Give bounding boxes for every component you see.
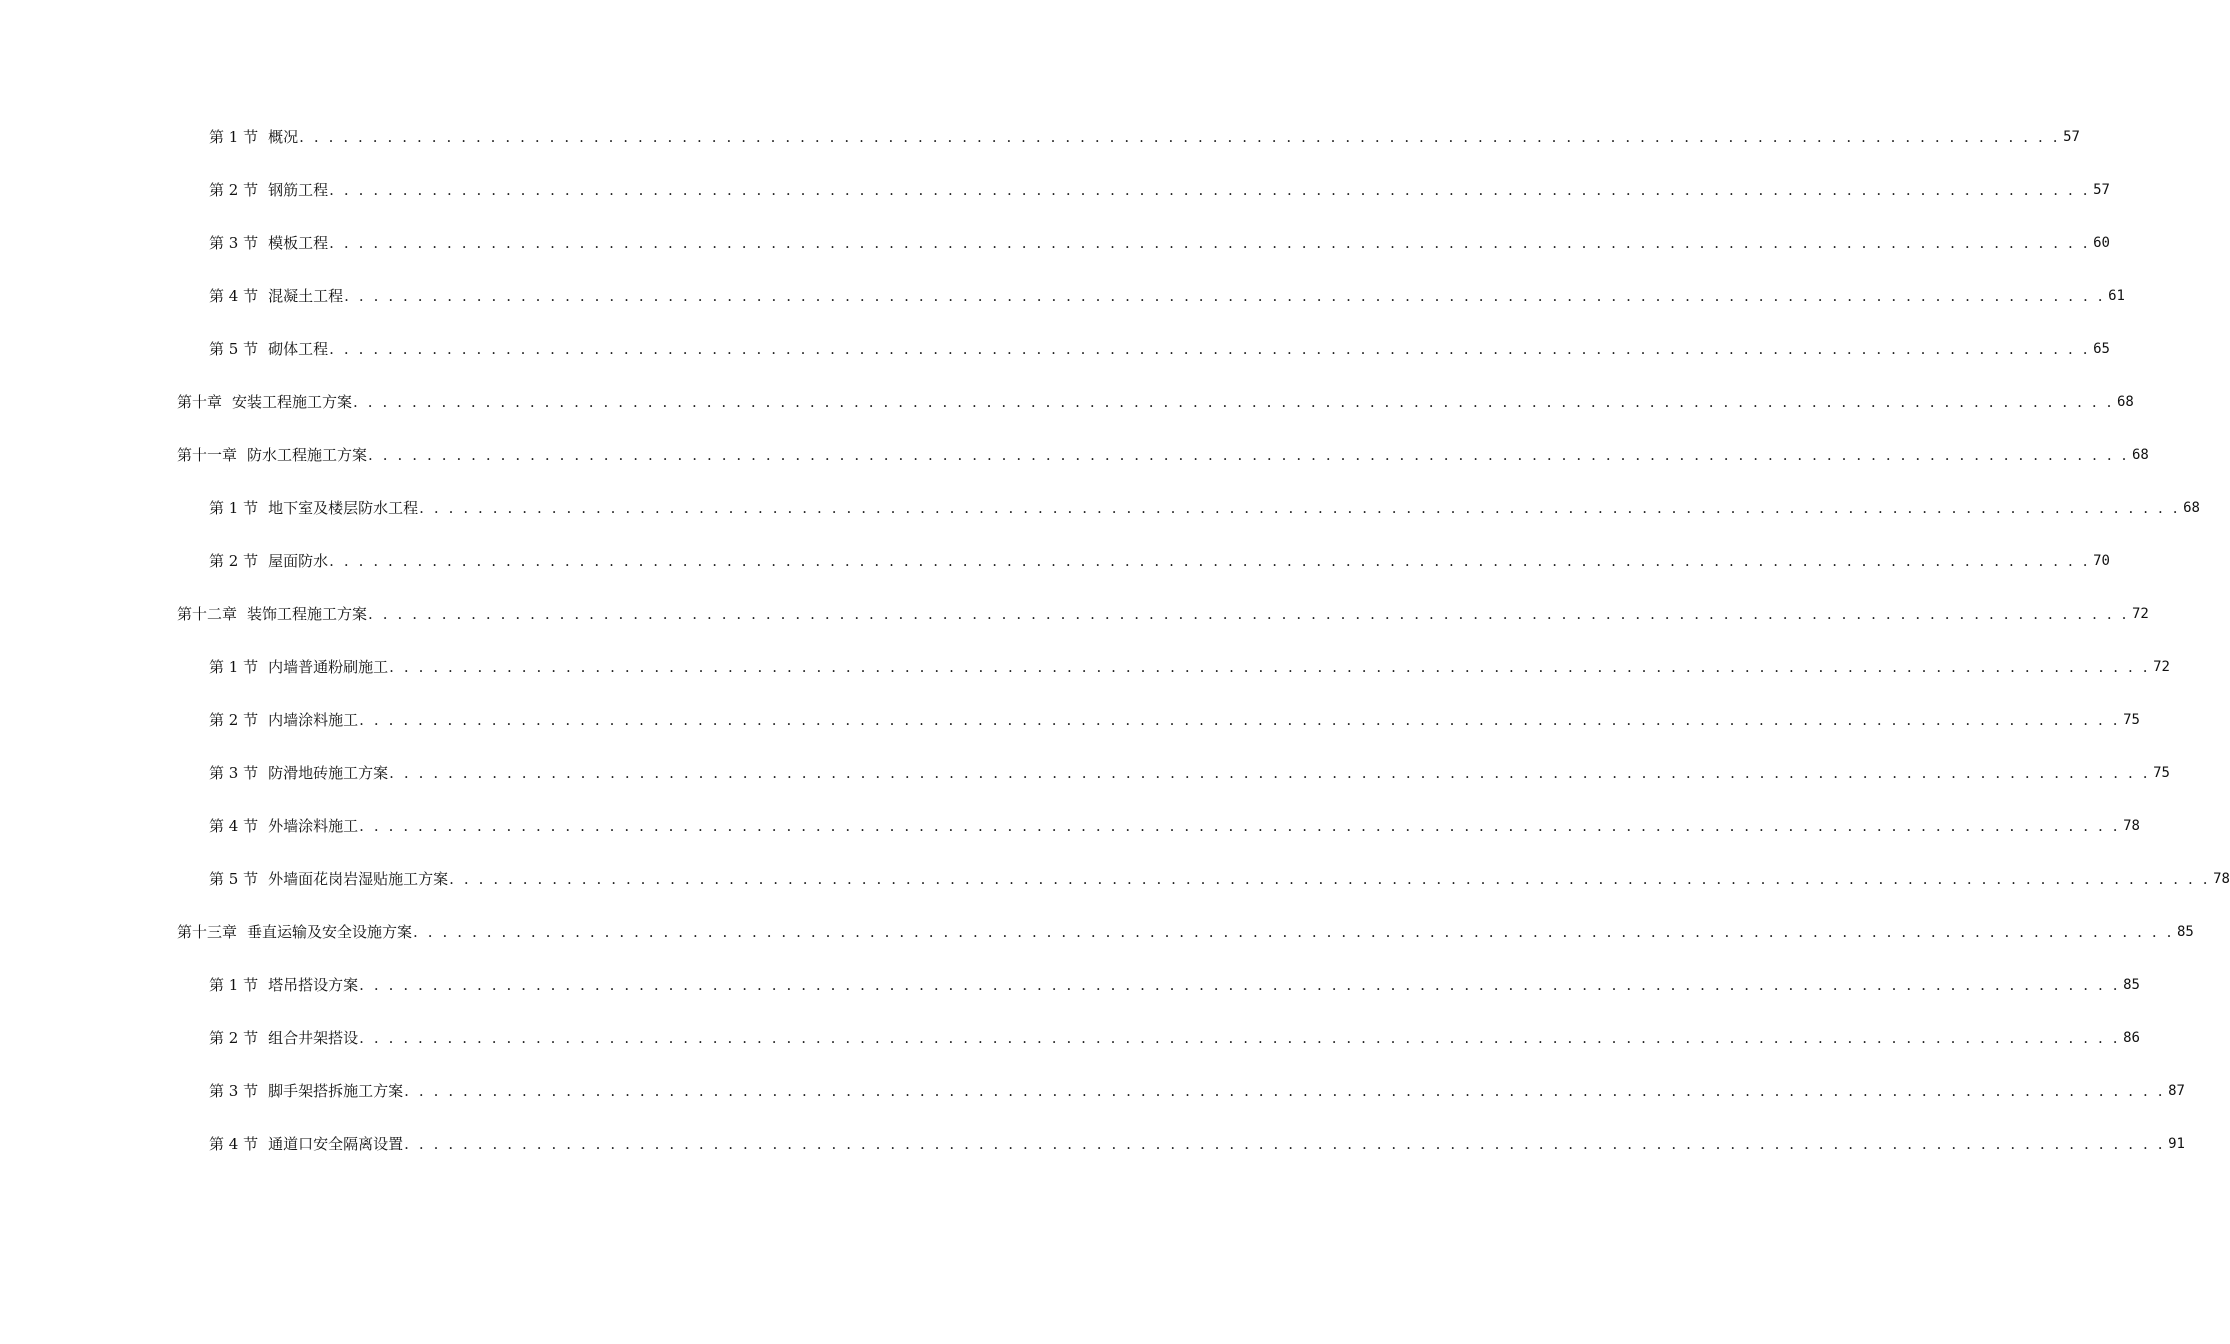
toc-section-entry[interactable] (0, 124, 2080, 177)
toc-dot-leader: . . . . . . . . . . . . . . . . . . . . . . . . . . . . . . . . . . . . . . . . . . . . . . . . . . . . . . . . . . . . . . . . . . . . . . . . . . . . . . . . . . . . . . . . . . . . . . . . . . . . . . . . . . . . . . . . . . . . . . . . (359, 711, 2121, 729)
toc-entry-title: 混凝土工程 (268, 287, 344, 305)
toc-entry-title: 装饰工程施工方案 (247, 605, 368, 623)
toc-entry-number: 第 1 节 (209, 658, 259, 676)
toc-chapter-entry[interactable] (0, 442, 2149, 495)
toc-dot-leader: . . . . . . . . . . . . . . . . . . . . . . . . . . . . . . . . . . . . . . . . . . . . . . . . . . . . . . . . . . . . . . . . . . . . . . . . . . . . . . . . . . . . . . . . . . . . . . . . . . . . . . . . . . . . . . . . . . . . . . . . (329, 340, 2091, 358)
toc-section-entry[interactable] (0, 866, 2230, 919)
toc-section-entry[interactable] (0, 813, 2140, 866)
toc-entry-title: 组合井架搭设 (268, 1029, 359, 1047)
toc-dot-leader: . . . . . . . . . . . . . . . . . . . . . . . . . . . . . . . . . . . . . . . . . . . . . . . . . . . . . . . . . . . . . . . . . . . . . . . . . . . . . . . . . . . . . . . . . . . . . . . . . . . . . . . . . . . . . . . . . . . . . . . . (329, 552, 2091, 570)
toc-entry-title: 防滑地砖施工方案 (268, 764, 389, 782)
toc-entry-number: 第 4 节 (209, 287, 259, 305)
toc-dot-leader: . . . . . . . . . . . . . . . . . . . . . . . . . . . . . . . . . . . . . . . . . . . . . . . . . . . . . . . . . . . . . . . . . . . . . . . . . . . . . . . . . . . . . . . . . . . . . . . . . . . . . . . . . . . . . . . . . . . . . . . . (419, 499, 2181, 517)
toc-entry-title: 外墙面花岗岩湿贴施工方案 (268, 870, 449, 888)
toc-dot-leader: . . . . . . . . . . . . . . . . . . . . . . . . . . . . . . . . . . . . . . . . . . . . . . . . . . . . . . . . . . . . . . . . . . . . . . . . . . . . . . . . . . . . . . . . . . . . . . . . . . . . . . . . . . . . . . . . . . . . . . . . (389, 658, 2151, 676)
toc-dot-leader: . . . . . . . . . . . . . . . . . . . . . . . . . . . . . . . . . . . . . . . . . . . . . . . . . . . . . . . . . . . . . . . . . . . . . . . . . . . . . . . . . . . . . . . . . . . . . . . . . . . . . . . . . . . . . . . . . . . . . . . . (359, 976, 2121, 994)
toc-entry-number: 第 1 节 (209, 976, 259, 994)
toc-dot-leader: . . . . . . . . . . . . . . . . . . . . . . . . . . . . . . . . . . . . . . . . . . . . . . . . . . . . . . . . . . . . . . . . . . . . . . . . . . . . . . . . . . . . . . . . . . . . . . . . . . . . . . . . . . . . . . . . . . . . . . . . (368, 446, 2129, 464)
toc-entry-number: 第十一章 (177, 446, 238, 464)
toc-page-number: 85 (2177, 924, 2194, 940)
toc-section-entry[interactable] (0, 972, 2140, 1025)
toc-entry-number: 第 3 节 (209, 1082, 259, 1100)
toc-entry-title: 脚手架搭拆施工方案 (268, 1082, 404, 1100)
toc-dot-leader: . . . . . . . . . . . . . . . . . . . . . . . . . . . . . . . . . . . . . . . . . . . . . . . . . . . . . . . . . . . . . . . . . . . . . . . . . . . . . . . . . . . . . . . . . . . . . . . . . . . . . . . . . . . . . . . . . . . . . . . . (353, 393, 2114, 411)
toc-entry-title: 砌体工程 (268, 340, 329, 358)
toc-dot-leader: . . . . . . . . . . . . . . . . . . . . . . . . . . . . . . . . . . . . . . . . . . . . . . . . . . . . . . . . . . . . . . . . . . . . . . . . . . . . . . . . . . . . . . . . . . . . . . . . . . . . . . . . . . . . . . . . . . . . . . . . (404, 1082, 2166, 1100)
toc-entry-title: 外墙涂料施工 (268, 817, 359, 835)
toc-entry-number: 第 2 节 (209, 1029, 259, 1047)
toc-entry-number: 第 5 节 (209, 340, 259, 358)
toc-chapter-entry[interactable] (0, 601, 2149, 654)
toc-entry-title: 垂直运输及安全设施方案 (247, 923, 413, 941)
toc-dot-leader: . . . . . . . . . . . . . . . . . . . . . . . . . . . . . . . . . . . . . . . . . . . . . . . . . . . . . . . . . . . . . . . . . . . . . . . . . . . . . . . . . . . . . . . . . . . . . . . . . . . . . . . . . . . . . . . . . . . . . . . . (344, 287, 2106, 305)
toc-page-number: 78 (2213, 871, 2230, 887)
toc-entry-number: 第 4 节 (209, 1135, 259, 1153)
toc-page-number: 86 (2123, 1030, 2140, 1046)
toc-section-entry[interactable] (0, 707, 2140, 760)
toc-section-entry[interactable] (0, 1131, 2185, 1184)
toc-section-entry[interactable] (0, 760, 2170, 813)
toc-entry-title: 内墙普通粉刷施工 (268, 658, 389, 676)
toc-page-number: 75 (2153, 765, 2170, 781)
toc-page-number: 78 (2123, 818, 2140, 834)
toc-entry-number: 第 1 节 (209, 499, 259, 517)
toc-dot-leader: . . . . . . . . . . . . . . . . . . . . . . . . . . . . . . . . . . . . . . . . . . . . . . . . . . . . . . . . . . . . . . . . . . . . . . . . . . . . . . . . . . . . . . . . . . . . . . . . . . . . . . . . . . . . . . . . . . . . . . . . (389, 764, 2151, 782)
toc-page-number: 87 (2168, 1083, 2185, 1099)
toc-section-entry[interactable] (0, 336, 2110, 389)
toc-dot-leader: . . . . . . . . . . . . . . . . . . . . . . . . . . . . . . . . . . . . . . . . . . . . . . . . . . . . . . . . . . . . . . . . . . . . . . . . . . . . . . . . . . . . . . . . . . . . . . . . . . . . . . . . . . . . . . . . . . . . . . . . (404, 1135, 2166, 1153)
toc-entry-number: 第十三章 (177, 923, 238, 941)
toc-page-number: 68 (2183, 500, 2200, 516)
toc-dot-leader: . . . . . . . . . . . . . . . . . . . . . . . . . . . . . . . . . . . . . . . . . . . . . . . . . . . . . . . . . . . . . . . . . . . . . . . . . . . . . . . . . . . . . . . . . . . . . . . . . . . . . . . . . . . . . . . . . . . . . . . . (359, 1029, 2121, 1047)
toc-page-number: 91 (2168, 1136, 2185, 1152)
toc-dot-leader: . . . . . . . . . . . . . . . . . . . . . . . . . . . . . . . . . . . . . . . . . . . . . . . . . . . . . . . . . . . . . . . . . . . . . . . . . . . . . . . . . . . . . . . . . . . . . . . . . . . . . . . . . . . . . . . . . . . . . . . . (449, 870, 2211, 888)
toc-entry-number: 第 3 节 (209, 234, 259, 252)
toc-entry-title: 模板工程 (268, 234, 329, 252)
toc-entry-title: 钢筋工程 (268, 181, 329, 199)
toc-entry-title: 地下室及楼层防水工程 (268, 499, 419, 517)
toc-dot-leader: . . . . . . . . . . . . . . . . . . . . . . . . . . . . . . . . . . . . . . . . . . . . . . . . . . . . . . . . . . . . . . . . . . . . . . . . . . . . . . . . . . . . . . . . . . . . . . . . . . . . . . . . . . . . . . . . . . . . . . . . (329, 181, 2091, 199)
toc-page-number: 65 (2093, 341, 2110, 357)
toc-entry-number: 第十章 (177, 393, 223, 411)
toc-page-number: 57 (2093, 182, 2110, 198)
toc-entry-number: 第 4 节 (209, 817, 259, 835)
toc-entry-number: 第 2 节 (209, 711, 259, 729)
toc-entry-number: 第 1 节 (209, 128, 259, 146)
toc-chapter-entry[interactable] (0, 919, 2194, 972)
toc-entry-title: 防水工程施工方案 (247, 446, 368, 464)
toc-page-number: 72 (2132, 606, 2149, 622)
toc-entry-title: 塔吊搭设方案 (268, 976, 359, 994)
toc-entry-title: 概况 (268, 128, 299, 146)
toc-dot-leader: . . . . . . . . . . . . . . . . . . . . . . . . . . . . . . . . . . . . . . . . . . . . . . . . . . . . . . . . . . . . . . . . . . . . . . . . . . . . . . . . . . . . . . . . . . . . . . . . . . . . . . . . . . . . . . . . . . . . . . . . (368, 605, 2129, 623)
toc-entry-title: 通道口安全隔离设置 (268, 1135, 404, 1153)
toc-section-entry[interactable] (0, 230, 2110, 283)
toc-dot-leader: . . . . . . . . . . . . . . . . . . . . . . . . . . . . . . . . . . . . . . . . . . . . . . . . . . . . . . . . . . . . . . . . . . . . . . . . . . . . . . . . . . . . . . . . . . . . . . . . . . . . . . . . . . . . . . . . . . . . . . . . (413, 923, 2174, 941)
toc-section-entry[interactable] (0, 1078, 2185, 1131)
toc-entry-number: 第 5 节 (209, 870, 259, 888)
toc-entry-number: 第 2 节 (209, 181, 259, 199)
toc-dot-leader: . . . . . . . . . . . . . . . . . . . . . . . . . . . . . . . . . . . . . . . . . . . . . . . . . . . . . . . . . . . . . . . . . . . . . . . . . . . . . . . . . . . . . . . . . . . . . . . . . . . . . . . . . . . . . . . . . . . . . . . . (299, 128, 2061, 146)
toc-page-number: 68 (2117, 394, 2134, 410)
toc-section-entry[interactable] (0, 1025, 2140, 1078)
toc-entry-title: 屋面防水 (268, 552, 329, 570)
toc-entry-title: 安装工程施工方案 (232, 393, 353, 411)
toc-dot-leader: . . . . . . . . . . . . . . . . . . . . . . . . . . . . . . . . . . . . . . . . . . . . . . . . . . . . . . . . . . . . . . . . . . . . . . . . . . . . . . . . . . . . . . . . . . . . . . . . . . . . . . . . . . . . . . . . . . . . . . . . (359, 817, 2121, 835)
toc-section-entry[interactable] (0, 654, 2170, 707)
toc-page-number: 85 (2123, 977, 2140, 993)
table-of-contents (0, 124, 2230, 1184)
toc-dot-leader: . . . . . . . . . . . . . . . . . . . . . . . . . . . . . . . . . . . . . . . . . . . . . . . . . . . . . . . . . . . . . . . . . . . . . . . . . . . . . . . . . . . . . . . . . . . . . . . . . . . . . . . . . . . . . . . . . . . . . . . . (329, 234, 2091, 252)
toc-entry-title: 内墙涂料施工 (268, 711, 359, 729)
toc-section-entry[interactable] (0, 548, 2110, 601)
toc-section-entry[interactable] (0, 283, 2125, 336)
toc-page-number: 72 (2153, 659, 2170, 675)
toc-section-entry[interactable] (0, 177, 2110, 230)
toc-page-number: 57 (2063, 129, 2080, 145)
toc-page-number: 68 (2132, 447, 2149, 463)
toc-section-entry[interactable] (0, 495, 2200, 548)
toc-page-number: 75 (2123, 712, 2140, 728)
toc-chapter-entry[interactable] (0, 389, 2134, 442)
toc-entry-number: 第 3 节 (209, 764, 259, 782)
toc-entry-number: 第十二章 (177, 605, 238, 623)
toc-page-number: 60 (2093, 235, 2110, 251)
toc-entry-number: 第 2 节 (209, 552, 259, 570)
toc-page-number: 61 (2108, 288, 2125, 304)
toc-page-number: 70 (2093, 553, 2110, 569)
